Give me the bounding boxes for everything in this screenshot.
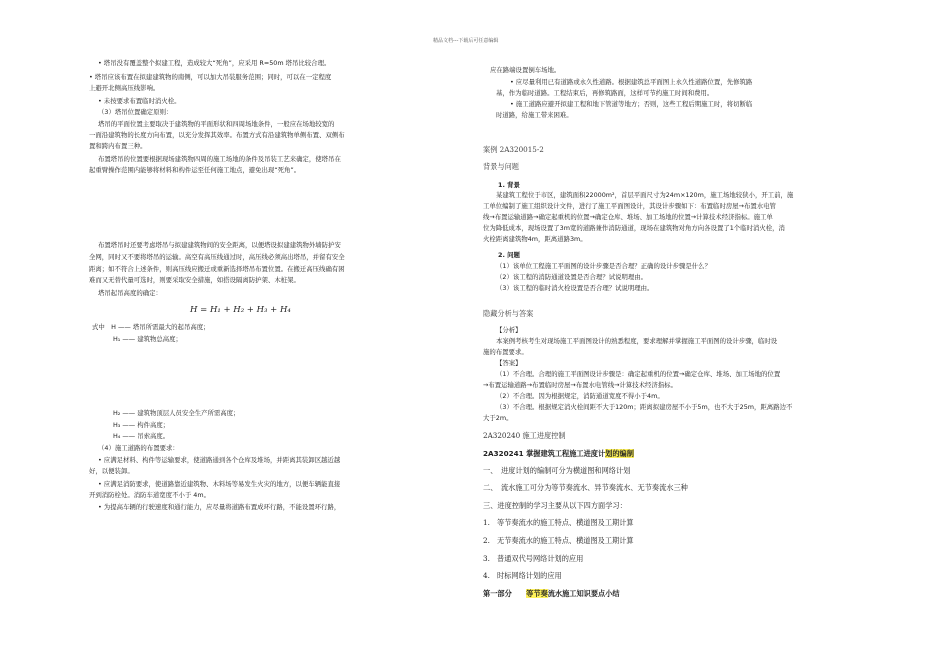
subsection-title-text: 2A320241 掌握建筑工程施工进度计 bbox=[483, 449, 606, 458]
page-header: 精品文档---下载后可任意编辑 bbox=[433, 38, 499, 44]
list-item: 2. 无节奏流水的施工特点、横道图及工期计算 bbox=[483, 536, 634, 545]
answer: （3）不合理。根据规定消火栓间距不大于120m；距离拟建房屋不小于5m，也不大于25m，距离路边不 bbox=[496, 403, 793, 411]
section-heading: （4）施工道路的布置要求： bbox=[98, 444, 179, 452]
definition: H₂ —— 建筑物顶层人员安全生产所需高度； bbox=[113, 409, 240, 417]
text-line: • 塔吊应该布置在拟建建筑物的南侧，可以加大吊装服务范围；同时，可以在一定程度 bbox=[89, 73, 332, 81]
highlight: 等节奏 bbox=[526, 589, 548, 598]
formula: H = H₁ + H₂ + H₃ + H₄ bbox=[190, 305, 291, 315]
text-line: 线→布置运输道路→确定起重机的位置→确定仓库、堆场、加工场地的位置→计算技术经济指标。施工单 bbox=[483, 213, 773, 221]
text-line: 位为降低成本，现场设置了3m宽的道路兼作消防通道，现场在建筑物对角方向各设置了1个临时消火栓，消 bbox=[483, 224, 785, 232]
heading: 1. 背景 bbox=[498, 181, 520, 189]
text-line: 火栓距离建筑物4m，距离道路3m。 bbox=[483, 235, 587, 243]
question: （2）该工程的消防通道设置是否合理？试说明理由。 bbox=[496, 273, 648, 281]
text-line: 塔吊的平面位置主要取决于建筑物的平面形状和四周场地条件，一般应在场地较宽的 bbox=[98, 120, 335, 128]
heading: 2. 问题 bbox=[498, 251, 520, 259]
text-line: 置和跨内布置三种。 bbox=[89, 142, 147, 150]
text-line: 一面沿建筑物的长度方向布置，以充分发挥其效率。布置方式有沿建筑物单侧布置、双侧布 bbox=[89, 131, 345, 139]
section-title: 2A320240 施工进度控制 bbox=[483, 431, 566, 440]
answer: （1）不合理。合理的施工平面图设计步骤是：确定起重机的位置→确定仓库、堆场、加工场地的位置 bbox=[496, 370, 781, 378]
text-line: 全网，同时又不要将塔吊的运输。高空有高压线通过时，高压线必须高出塔吊，并留有安全 bbox=[89, 253, 345, 261]
text-line: 好，以便装卸。 bbox=[89, 467, 134, 475]
list-item: 一、 进度计划的编制可分为横道图和网络计划 bbox=[483, 466, 631, 475]
text-line: 布置塔吊的位置要根据现场建筑物四周的施工场地的条件及吊装工艺来确定，使塔吊在 bbox=[98, 155, 341, 163]
text-line: 基，作为临时道路。工程结束后，再修筑路面，这样可节约施工时间和费用。 bbox=[496, 89, 714, 97]
answer: 大于2m。 bbox=[483, 414, 513, 422]
text-line: • 塔吊没有覆盖整个拟建工程，造成较大“死角”，应采用 R=50m 塔吊比较合理。 bbox=[98, 59, 331, 67]
text-line: 难而又无替代量可选时，则要采取安全措施，如搭设隔离防护架、木桩架。 bbox=[89, 276, 300, 284]
answer: →布置运输道路→布置临时房屋→布置水电管线→计算技术经济指标。 bbox=[483, 381, 677, 389]
part-title bbox=[483, 589, 620, 599]
definition: 式中 H —— 塔吊所需最大的起吊高度； bbox=[92, 323, 210, 331]
subsection-title bbox=[483, 449, 634, 459]
definition: H₁ —— 建筑物总高度； bbox=[113, 335, 182, 343]
question: （3）该工程的临时消火栓设置是否合理？试说明理由。 bbox=[496, 284, 654, 292]
text-line: • 施工道路应避开拟建工程和地下管道等地方；否则，这些工程后期施工时，将切断临 bbox=[510, 100, 753, 108]
list-item: 1. 等节奏流水的施工特点、横道图及工期计算 bbox=[483, 518, 634, 527]
text-line: 起重臂操作范围内能够将材料和构件运至任何施工地点，避免出现“死角”。 bbox=[89, 166, 301, 174]
text-line: • 应尽量利用已有道路或永久性道路。根据建筑总平面图上永久性道路位置，先修筑路 bbox=[510, 78, 753, 86]
text-line: 布置塔吊时还要考虑塔吊与拟建建筑物间的安全距离，以便塔设拟建建筑物外墙防护安 bbox=[98, 241, 341, 249]
text-line: 时道路，给施工带来困难。 bbox=[496, 111, 573, 119]
text-line: 开到消防栓处。消防车道宽度不小于 4m。 bbox=[89, 491, 210, 499]
list-item: 三、进度控制的学习主要从以下四方面学习： bbox=[483, 501, 627, 510]
definition: H₄ —— 吊索高度。 bbox=[113, 432, 170, 440]
text-line: 上避开北侧高压线影响。 bbox=[89, 84, 160, 92]
text-line: • 应满足材料、构件等运输要求，使道路通到各个仓库及堆场，并距离其装卸区越近越 bbox=[98, 456, 341, 464]
list-item: 3. 普通双代号网络计划的应用 bbox=[483, 554, 584, 563]
text-line: • 应满足消防要求，使道路靠近建筑物、木料场等易发生火灾的地方，以便车辆能直接 bbox=[98, 480, 341, 488]
label: 【答案】 bbox=[496, 359, 522, 367]
answer: （2）不合理。因为根据规定，消防通道宽度不得小于4m。 bbox=[496, 392, 664, 400]
list-item: 4. 时标网络计划的应用 bbox=[483, 571, 562, 580]
highlight: 划的编制 bbox=[605, 449, 634, 458]
section-title: 背景与问题 bbox=[483, 162, 519, 171]
part-title-prefix: 第一部分 bbox=[483, 589, 527, 598]
section-heading: （3）塔吊位置确定原则： bbox=[98, 108, 173, 116]
text-line: 距离；如不符合上述条件，则高压线应搬迁或重新选择塔吊布置位置。在搬迁高压线确有困 bbox=[89, 265, 345, 273]
text-line: 应在路端设置倒车场地。 bbox=[490, 66, 561, 74]
case-title: 案例 2A320015-2 bbox=[483, 145, 544, 154]
text-line: 某建筑工程位于市区，建筑面积22000m²，首层平面尺寸为24m×120m，施工场地较狭小，开工前，施 bbox=[496, 191, 794, 199]
text-line: 塔吊起吊高度的确定： bbox=[98, 289, 162, 297]
section-title: 隐藏分析与答案 bbox=[483, 309, 534, 318]
text-line: 工单位编制了施工组织设计文件，进行了施工平面图设计，其设计步骤如下：布置临时房屋→布置水电管 bbox=[483, 202, 776, 210]
question: （1）该单位工程施工平面图的设计步骤是否合理？正确的设计步骤是什么？ bbox=[496, 262, 711, 270]
part-title-suffix: 流水施工知识要点小结 bbox=[547, 589, 620, 598]
list-item: 二、 流水施工可分为等节奏流水、异节奏流水、无节奏流水三种 bbox=[483, 483, 688, 492]
text-line: 施的布置要求。 bbox=[483, 348, 528, 356]
text-line: • 为提高车辆的行驶速度和通行能力，应尽量将道路布置成环行路，不能设置环行路， bbox=[98, 503, 341, 511]
label: 【分析】 bbox=[496, 326, 522, 334]
text-line: 本案例考核考生对现场施工平面图设计的熟悉程度，要求理解并掌握施工平面图的设计步骤，临时设 bbox=[496, 337, 778, 345]
definition: H₃ —— 构件高度； bbox=[113, 421, 170, 429]
text-line: • 未按要求布置临时消火栓。 bbox=[98, 97, 181, 105]
